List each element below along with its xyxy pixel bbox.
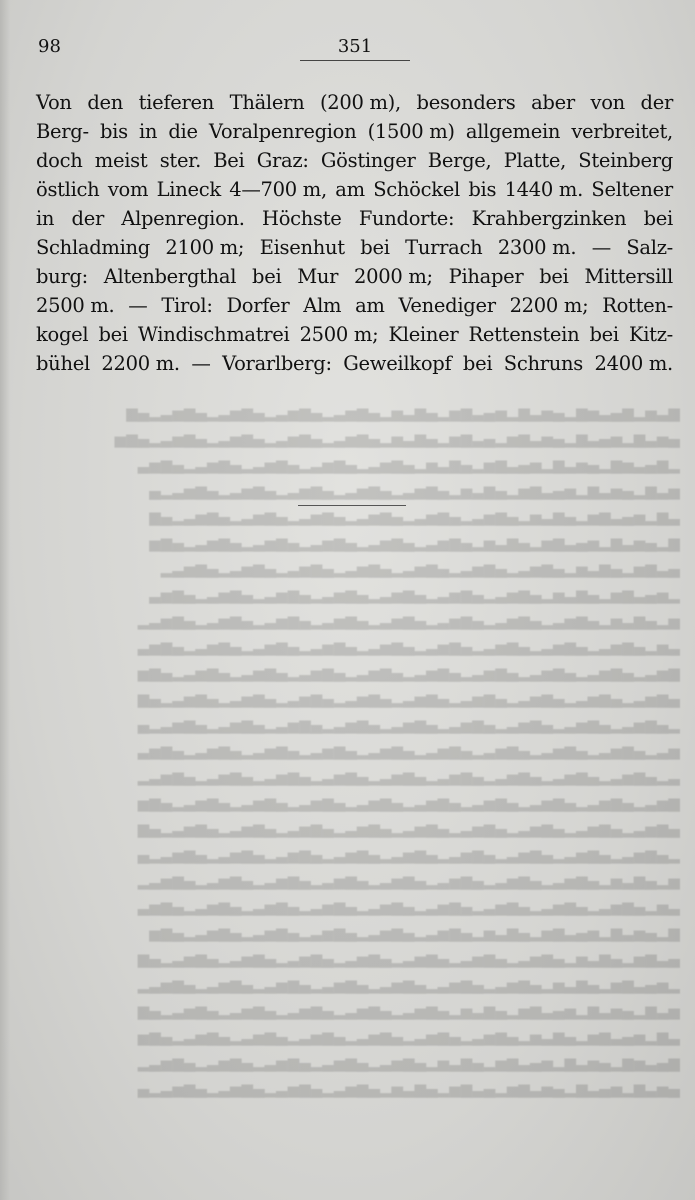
word: Höchste: [261, 207, 342, 230]
word: Göstinger: [320, 149, 416, 172]
word: Fundorte:: [358, 207, 455, 230]
word: Voralpenregion: [208, 120, 357, 143]
word: —: [591, 236, 611, 259]
word: 2200 m.: [101, 352, 180, 375]
word: Pihaper: [448, 265, 524, 288]
word: aber: [531, 91, 575, 114]
word: Graz:: [256, 149, 309, 172]
body-paragraph: [36, 88, 673, 378]
word: Vorarlberg:: [222, 352, 332, 375]
word: —: [128, 294, 148, 317]
word: 2200 m;: [509, 294, 589, 317]
word: meist: [94, 149, 148, 172]
word: Berg-: [36, 120, 89, 143]
word: doch: [36, 149, 83, 172]
word: Krahbergzinken: [471, 207, 627, 230]
word: Seltener: [591, 178, 673, 201]
word: die: [168, 120, 198, 143]
text-line: [36, 320, 673, 349]
word: bei: [643, 207, 673, 230]
word: Windischmatrei: [137, 323, 290, 346]
word: bis: [468, 178, 497, 201]
header-rule: [300, 60, 410, 61]
word: Rettenstein: [468, 323, 580, 346]
word: 2300 m.: [497, 236, 577, 259]
word: Schladming: [36, 236, 150, 259]
word: 4—700 m,: [229, 178, 327, 201]
word: der: [640, 91, 673, 114]
word: Berge,: [427, 149, 492, 172]
word: Kleiner: [388, 323, 459, 346]
word: in: [36, 207, 55, 230]
word: bei: [539, 265, 569, 288]
word: den: [87, 91, 123, 114]
word: Platte,: [503, 149, 566, 172]
word: Thälern: [229, 91, 305, 114]
word: Alm: [303, 294, 342, 317]
word: 2500 m;: [299, 323, 379, 346]
word: Kitz-: [628, 323, 673, 346]
word: Steinberg: [578, 149, 673, 172]
word: Schruns: [503, 352, 583, 375]
word: bei: [98, 323, 128, 346]
word: 2000 m;: [354, 265, 433, 288]
word: Mittersill: [584, 265, 673, 288]
word: Dorfer: [226, 294, 290, 317]
section-divider-rule: [298, 505, 406, 506]
word: am: [335, 178, 365, 201]
word: 1440 m.: [504, 178, 583, 201]
word: Rotten-: [602, 294, 673, 317]
page-number: 351: [337, 36, 373, 57]
word: 2500 m.: [36, 294, 115, 317]
word: ster.: [159, 149, 201, 172]
word: vom: [107, 178, 149, 201]
text-line: [36, 204, 673, 233]
text-line: [36, 233, 673, 262]
word: (200 m),: [319, 91, 401, 114]
left-margin-number: 98: [38, 36, 61, 57]
word: tieferen: [138, 91, 214, 114]
word: besonders: [416, 91, 516, 114]
word: verbreitet,: [571, 120, 673, 143]
text-line: [36, 88, 673, 117]
page-edge-shadow: [0, 0, 10, 1200]
word: Altenbergthal: [103, 265, 237, 288]
word: östlich: [36, 178, 100, 201]
word: Alpenregion.: [121, 207, 245, 230]
word: in: [138, 120, 158, 143]
word: bei: [589, 323, 619, 346]
text-line: [36, 146, 673, 175]
word: Mur: [297, 265, 339, 288]
word: von: [590, 91, 625, 114]
text-line: [36, 291, 673, 320]
word: Eisenhut: [259, 236, 345, 259]
text-line: [36, 349, 673, 378]
text-line: [36, 262, 673, 291]
word: Lineck: [156, 178, 221, 201]
word: Venediger: [398, 294, 496, 317]
word: Schöckel: [373, 178, 460, 201]
word: burg:: [36, 265, 88, 288]
word: 2100 m;: [165, 236, 245, 259]
word: kogel: [36, 323, 89, 346]
word: Tirol:: [161, 294, 213, 317]
bleed-through-texture: ▆▃▅▂▆▄▃▅▆▂▄▅▃▆▂▅▄▃▆▅▂▄▆▃▅▂▄▆▅▃▂▄▆▅▃▂▄▆▅▃▂▄▆▅▃▂▄▆ ▄▅▃▆▂▅▄▃▆▂▄▅▃▆▅▂▄▃▆▅▂▄▆▃▅▂▄▆▅▃▂▄▆▅▃▂▄▆▅▃▂▄▆▅▃▂▄▆▅ ▂▆▄▃▅▆▂▄▅▃▆▂▅▄▃▆▅▂▄▆▃▅▂▄▆▅▃▂▄▆▅▃▂▄▆▅▃▂▄▆▅▃▂▄▆▅▃ ▅▃▆▂▄▅▃▆▂▅▄▃▆▅▂▄▆▃▅▂▄▆▅▃▂▄▆▅▃▂▄▆▅▃▂▄▆▅▃▂▄▆▅▃▂▄ ▃▆▂▅▄▃▆▅▂▄▆▃▅▂▄▆▅▃▂▄▆▅▃▂▄▆▅▃▂▄▆▅▃▂▄▆▅▃▂▄▆▅▃▂▄▆ ▆▂▄▅▃▆▂▅▄▃▆▅▂▄▆▃▅▂▄▆▅▃▂▄▆▅▃▂▄▆▅▃▂▄▆▅▃▂▄▆▅▃▂▄▆▅ ▄▃▆▅▂▄▆▃▅▂▄▆▅▃▂▄▆▅▃▂▄▆▅▃▂▄▆▅▃▂▄▆▅▃▂▄▆▅▃▂▄▆▅▃▂ ▂▅▄▃▆▅▂▄▆▃▅▂▄▆▅▃▂▄▆▅▃▂▄▆▅▃▂▄▆▅▃▂▄▆▅▃▂▄▆▅▃▂▄▆▅▃ ▅▂▄▆▃▅▂▄▆▅▃▂▄▆▅▃▂▄▆▅▃▂▄▆▅▃▂▄▆▅▃▂▄▆▅▃▂▄▆▅▃▂▄▆▅▃▂ ▃▅▂▄▆▅▃▂▄▆▅▃▂▄▆▅▃▂▄▆▅▃▂▄▆▅▃▂▄▆▅▃▂▄▆▅▃▂▄▆▅▃▂▄▆▅▃ ▆▅▃▂▄▆▅▃▂▄▆▅▃▂▄▆▅▃▂▄▆▅▃▂▄▆▅▃▂▄▆▅▃▂▄▆▅▃▂▄▆▅▃▂▄▆▅ ▄▆▅▃▂▄▆▅▃▂▄▆▅▃▂▄▆▅▃▂▄▆▅▃▂▄▆▅▃▂▄▆▅▃▂▄▆▅▃▂▄▆▅▃▂▄▆ ▂▄▆▅▃▂▄▆▅▃▂▄▆▅▃▂▄▆▅▃▂▄▆▅▃▂▄▆▅▃▂▄▆▅▃▂▄▆▅▃▂▄▆▅▃▂▄ ▅▃▂▄▆▅▃▂▄▆▅▃▂▄▆▅▃▂▄▆▅▃▂▄▆▅▃▂▄▆▅▃▂▄▆▅▃▂▄▆▅▃▂▄▆▅▃ ▃▂▄▆▅▃▂▄▆▅▃▂▄▆▅▃▂▄▆▅▃▂▄▆▅▃▂▄▆▅▃▂▄▆▅▃▂▄▆▅▃▂▄▆▅▃▂ ▆▅▃▂▄▆▅▃▂▄▆▅▃▂▄▆▅▃▂▄▆▅▃▂▄▆▅▃▂▄▆▅▃▂▄▆▅▃▂▄▆▅▃▂▄▆▅ ▄▆▅▃▂▄▆▅▃▂▄▆▅▃▂▄▆▅▃▂▄▆▅▃▂▄▆▅▃▂▄▆▅▃▂▄▆▅▃▂▄▆▅▃▂▄▆ ▂▄▆▅▃▂▄▆▅▃▂▄▆▅▃▂▄▆▅▃▂▄▆▅▃▂▄▆▅▃▂▄▆▅▃▂▄▆▅▃▂▄▆▅▃▂▄ ▅▂▄▆▃▅▂▄▆▅▃▂▄▆▅▃▂▄▆▅▃▂▄▆▅▃▂▄▆▅▃▂▄▆▅▃▂▄▆▅▃▂▄▆▅▃▂ ▃▅▂▄▆▅▃▂▄▆▅▃▂▄▆▅▃▂▄▆▅▃▂▄▆▅▃▂▄▆▅▃▂▄▆▅▃▂▄▆▅▃▂▄▆▅▃ ▆▂▄▅▃▆▂▅▄▃▆▅▂▄▆▃▅▂▄▆▅▃▂▄▆▅▃▂▄▆▅▃▂▄▆▅▃▂▄▆▅▃▂▄▆▅ ▄▃▆▅▂▄▆▃▅▂▄▆▅▃▂▄▆▅▃▂▄▆▅▃▂▄▆▅▃▂▄▆▅▃▂▄▆▅▃▂▄▆▅▃▂▄▆ ▂▅▄▃▆▅▂▄▆▃▅▂▄▆▅▃▂▄▆▅▃▂▄▆▅▃▂▄▆▅▃▂▄▆▅▃▂▄▆▅▃▂▄▆▅▃▂ ▅▃▆▂▄▅▃▆▂▅▄▃▆▅▂▄▆▃▅▂▄▆▅▃▂▄▆▅▃▂▄▆▅▃▂▄▆▅▃▂▄▆▅▃▂▄▆ ▃▆▂▅▄▃▆▅▂▄▆▃▅▂▄▆▅▃▂▄▆▅▃▂▄▆▅▃▂▄▆▅▃▂▄▆▅▃▂▄▆▅▃▂▄▆▅ ▆▄▃▅▆▂▄▅▃▆▂▅▄▃▆▅▂▄▆▃▅▂▄▆▅▃▂▄▆▅▃▂▄▆▅▃▂▄▆▅▃▂▄▆▅▃▂ ▄▅▃▆▂▅▄▃▆▂▄▅▃▆▅▂▄▃▆▅▂▄▆▃▅▂▄▆▅▃▂▄▆▅▃▂▄▆▅▃▂▄▆▅▃▂▄: [114, 404, 680, 1098]
word: bei: [360, 236, 390, 259]
word: der: [71, 207, 104, 230]
word: Von: [36, 91, 72, 114]
word: 2400 m.: [594, 352, 673, 375]
word: allgemein: [465, 120, 561, 143]
text-line: [36, 117, 673, 146]
text-line: [36, 175, 673, 204]
word: bühel: [36, 352, 90, 375]
word: bei: [252, 265, 282, 288]
word: bei: [462, 352, 493, 375]
word: Geweilkopf: [343, 352, 452, 375]
word: Bei: [213, 149, 245, 172]
word: bis: [99, 120, 128, 143]
word: —: [191, 352, 211, 375]
word: am: [355, 294, 385, 317]
word: (1500 m): [367, 120, 455, 143]
word: Salz-: [626, 236, 673, 259]
word: Turrach: [405, 236, 483, 259]
